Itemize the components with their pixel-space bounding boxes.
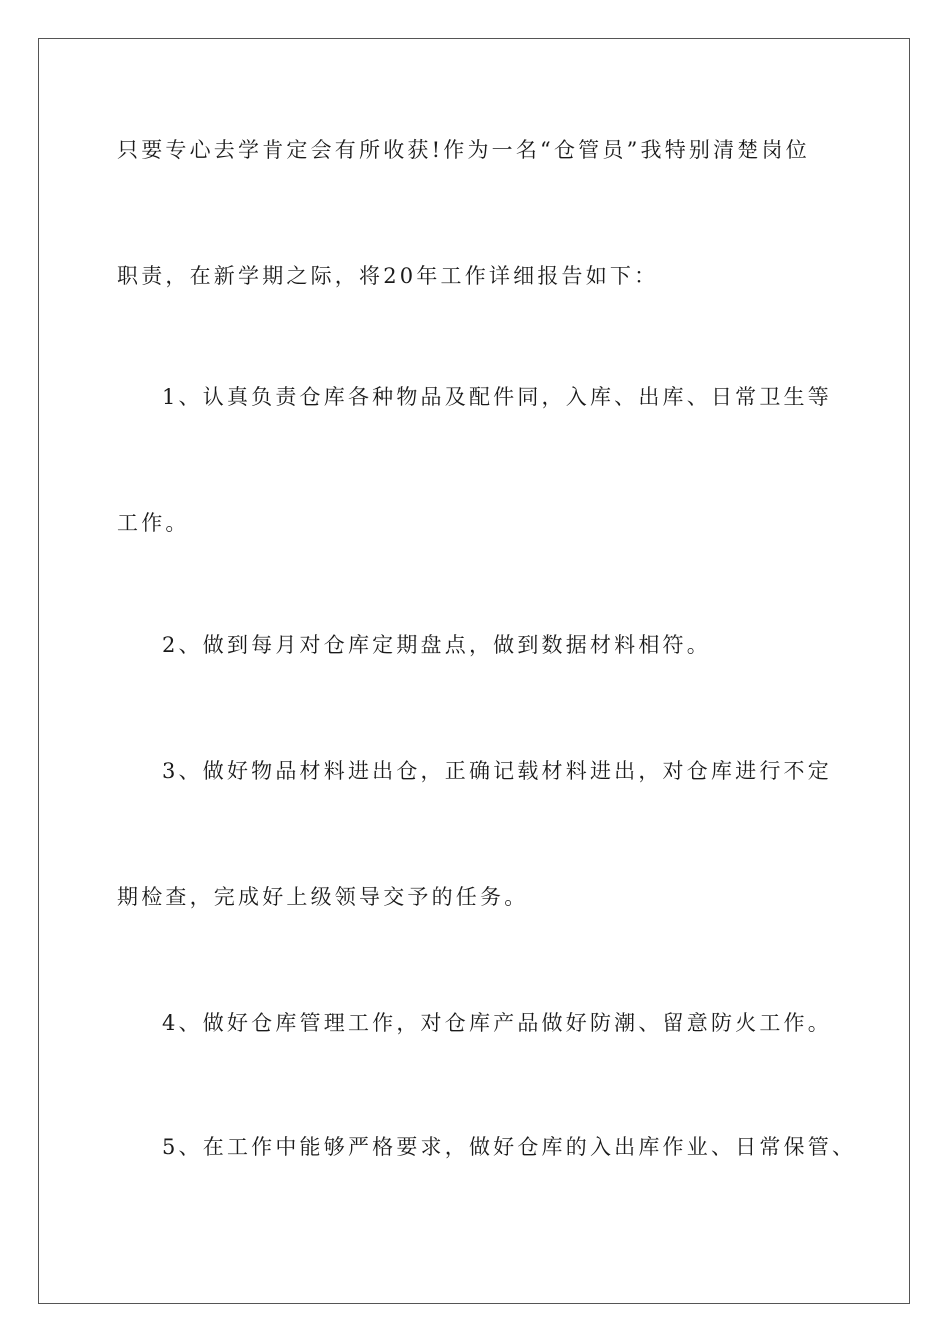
- item-1-line-1: 1、认真负责仓库各种物品及配件同，入库、出库、日常卫生等: [162, 385, 832, 409]
- page-frame: [38, 38, 910, 1304]
- item-1-line-2: 工作。: [117, 511, 190, 535]
- item-3-line-1: 3、做好物品材料进出仓，正确记载材料进出，对仓库进行不定: [162, 759, 832, 783]
- item-5-line-1: 5、在工作中能够严格要求，做好仓库的入出库作业、日常保管、: [162, 1135, 857, 1159]
- item-4-line-1: 4、做好仓库管理工作，对仓库产品做好防潮、留意防火工作。: [162, 1011, 832, 1035]
- item-2-line-1: 2、做到每月对仓库定期盘点，做到数据材料相符。: [162, 633, 711, 657]
- paragraph-line-1: 只要专心去学肯定会有所收获!作为一名“仓管员”我特别清楚岗位: [117, 138, 810, 162]
- item-3-line-2: 期检查，完成好上级领导交予的任务。: [117, 885, 529, 909]
- paragraph-line-2: 职责，在新学期之际，将20年工作详细报告如下：: [117, 264, 659, 288]
